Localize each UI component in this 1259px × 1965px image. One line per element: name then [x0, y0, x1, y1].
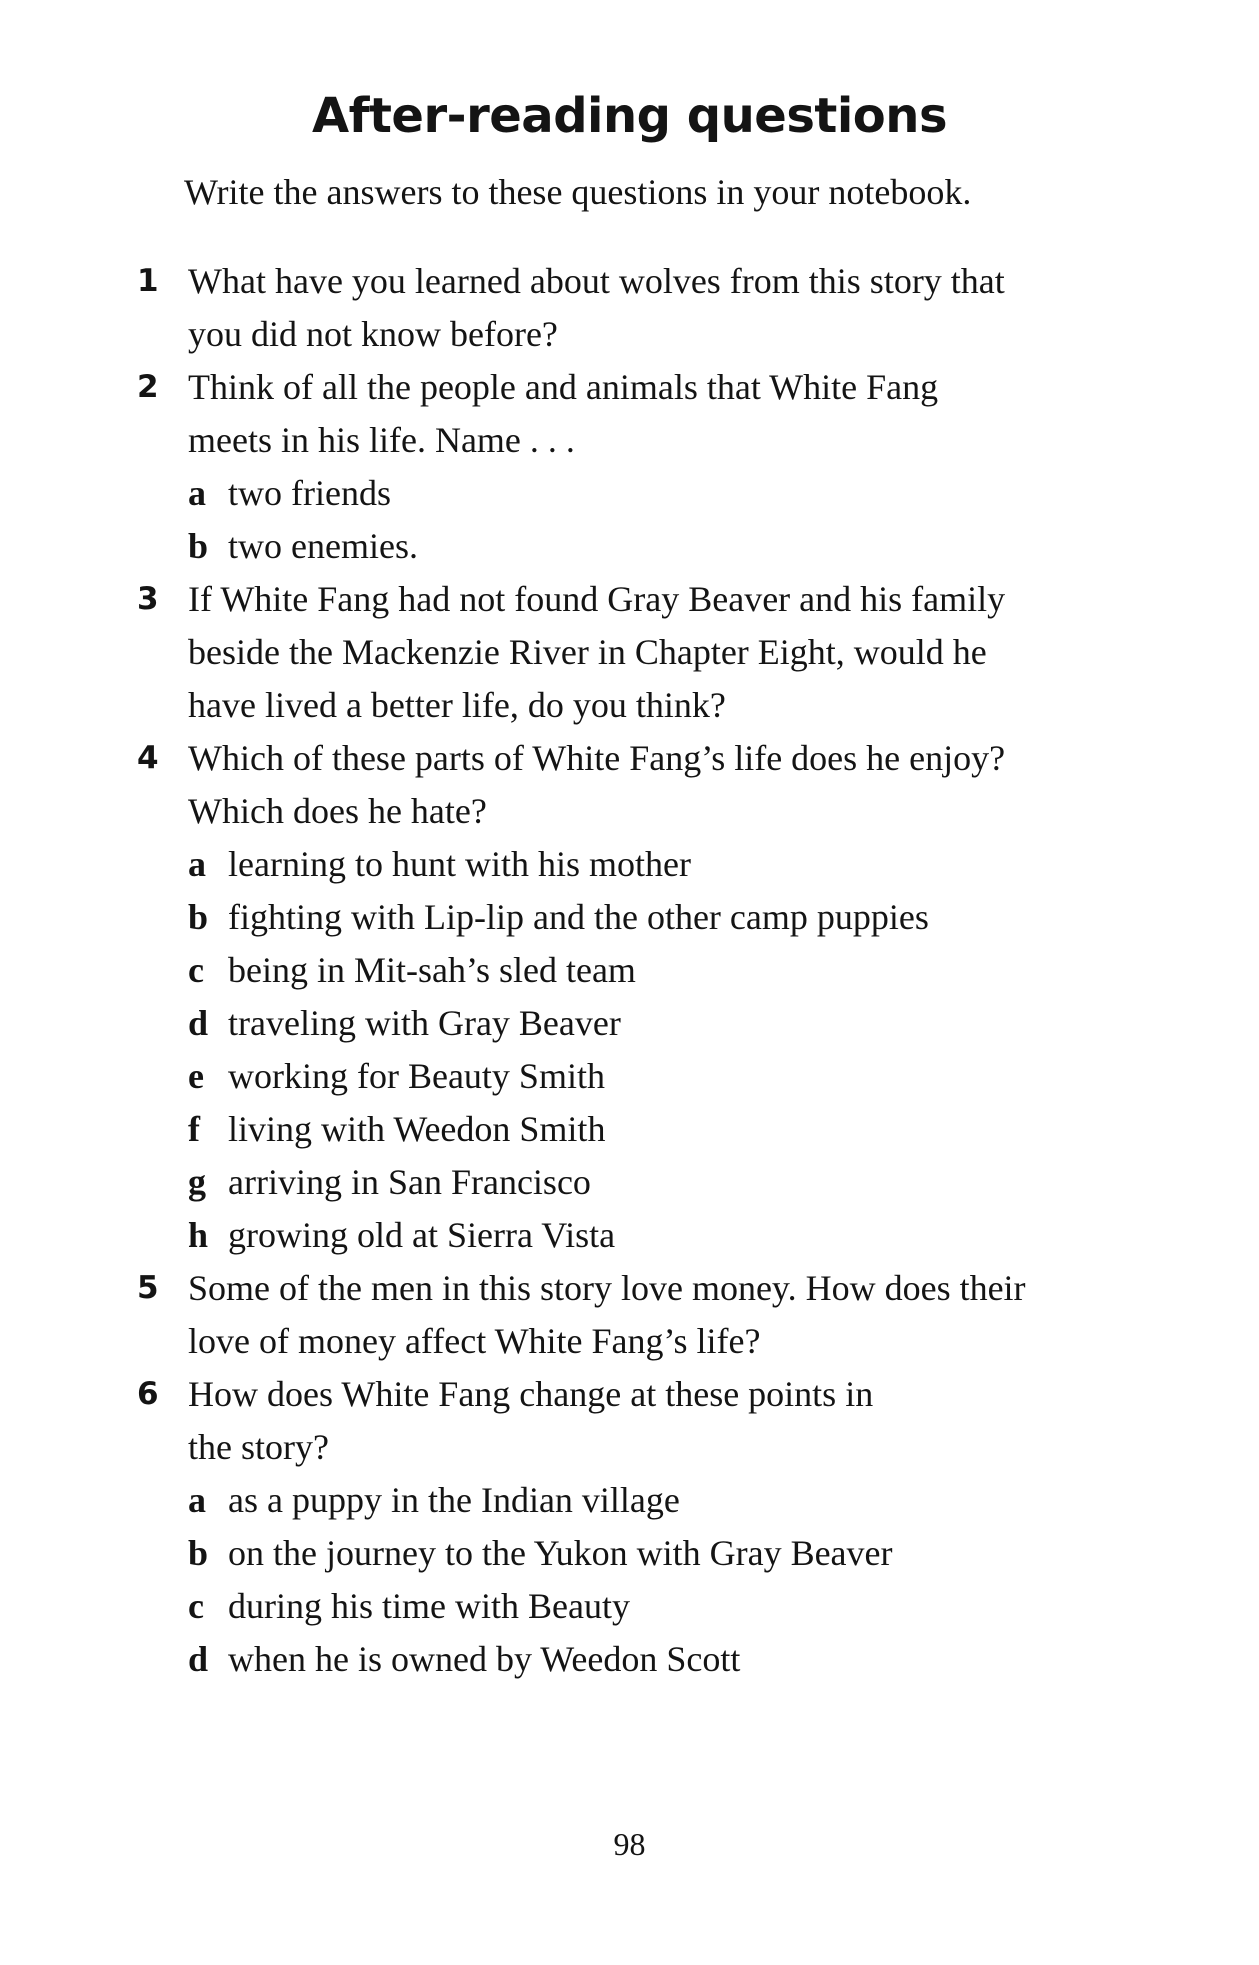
sub-question: [188, 1633, 1139, 1686]
question-item: [0, 1368, 1259, 1686]
page-title: After-reading questions: [311, 88, 948, 144]
question-text: [188, 1368, 1139, 1474]
question-item: [0, 573, 1259, 732]
question-text: [188, 573, 1139, 732]
sub-question: [188, 891, 1139, 944]
sub-question: [188, 1156, 1139, 1209]
question-number: 2: [137, 369, 159, 405]
question-item: [0, 361, 1259, 573]
sub-question: [188, 467, 1139, 520]
sub-question-letter: b: [188, 897, 209, 937]
sub-question-text: arriving in San Francisco: [228, 1162, 591, 1202]
sub-question: [188, 1209, 1139, 1262]
sub-question-text: learning to hunt with his mother: [228, 844, 691, 884]
sub-question: [188, 944, 1139, 997]
question-number: 4: [137, 740, 159, 776]
sub-question: [188, 520, 1139, 573]
question-text-line: love of money affect White Fang’s life?: [188, 1321, 761, 1361]
question-text-line: What have you learned about wolves from this story that: [188, 261, 1005, 301]
page-number: 98: [613, 1826, 646, 1862]
sub-question: [188, 1474, 1139, 1527]
sub-question-letter: d: [188, 1003, 209, 1043]
question-text-line: meets in his life. Name . . .: [188, 420, 575, 460]
question-item: [0, 732, 1259, 1262]
question-number: 6: [137, 1376, 159, 1412]
instructions: Write the answers to these questions in your notebook.: [184, 172, 972, 212]
sub-question-text: two friends: [228, 473, 391, 513]
question-text-line: Which of these parts of White Fang’s life does he enjoy?: [188, 738, 1006, 778]
sub-question: [188, 1103, 1139, 1156]
sub-question-letter: a: [188, 1480, 206, 1520]
question-text-line: Some of the men in this story love money. How does their: [188, 1268, 1026, 1308]
sub-question-letter: f: [188, 1109, 200, 1149]
question-list: [0, 255, 1259, 1686]
sub-question-letter: c: [188, 950, 204, 990]
question-item: [0, 255, 1259, 361]
sub-question: [188, 838, 1139, 891]
sub-question-letter: a: [188, 844, 206, 884]
sub-question-text: being in Mit-sah’s sled team: [228, 950, 636, 990]
question-text-line: Which does he hate?: [188, 791, 487, 831]
sub-question-letter: e: [188, 1056, 204, 1096]
sub-question: [188, 1050, 1139, 1103]
sub-question-text: two enemies.: [228, 526, 418, 566]
question-text-line: Think of all the people and animals that White Fang: [188, 367, 939, 407]
sub-question-list: [188, 838, 1139, 1262]
question-text-line: beside the Mackenzie River in Chapter Eight, would he: [188, 632, 987, 672]
question-text-line: have lived a better life, do you think?: [188, 685, 726, 725]
question-item: [0, 1262, 1259, 1368]
sub-question-text: fighting with Lip-lip and the other camp puppies: [228, 897, 929, 937]
sub-question-letter: a: [188, 473, 206, 513]
question-text: [188, 361, 1139, 467]
sub-question: [188, 997, 1139, 1050]
sub-question-text: on the journey to the Yukon with Gray Beaver: [228, 1533, 893, 1573]
sub-question-text: growing old at Sierra Vista: [228, 1215, 616, 1255]
sub-question-text: working for Beauty Smith: [228, 1056, 605, 1096]
sub-question-letter: b: [188, 1533, 209, 1573]
sub-question-letter: c: [188, 1586, 204, 1626]
sub-question-letter: h: [188, 1215, 209, 1255]
question-text-line: How does White Fang change at these points in: [188, 1374, 874, 1414]
question-number: 3: [137, 581, 159, 617]
question-text: [188, 732, 1139, 838]
sub-question-letter: g: [188, 1162, 206, 1202]
sub-question-text: traveling with Gray Beaver: [228, 1003, 621, 1043]
question-text-line: you did not know before?: [188, 314, 558, 354]
question-text: [188, 255, 1139, 361]
sub-question: [188, 1580, 1139, 1633]
sub-question-list: [188, 1474, 1139, 1686]
sub-question-text: as a puppy in the Indian village: [228, 1480, 680, 1520]
question-text-line: the story?: [188, 1427, 329, 1467]
sub-question-text: living with Weedon Smith: [228, 1109, 606, 1149]
question-text-line: If White Fang had not found Gray Beaver and his family: [188, 579, 1006, 619]
sub-question-letter: d: [188, 1639, 209, 1679]
sub-question-letter: b: [188, 526, 209, 566]
question-text: [188, 1262, 1139, 1368]
question-number: 5: [137, 1270, 159, 1306]
sub-question: [188, 1527, 1139, 1580]
question-number: 1: [137, 263, 159, 299]
sub-question-list: [188, 467, 1139, 573]
sub-question-text: during his time with Beauty: [228, 1586, 630, 1626]
sub-question-text: when he is owned by Weedon Scott: [228, 1639, 741, 1679]
